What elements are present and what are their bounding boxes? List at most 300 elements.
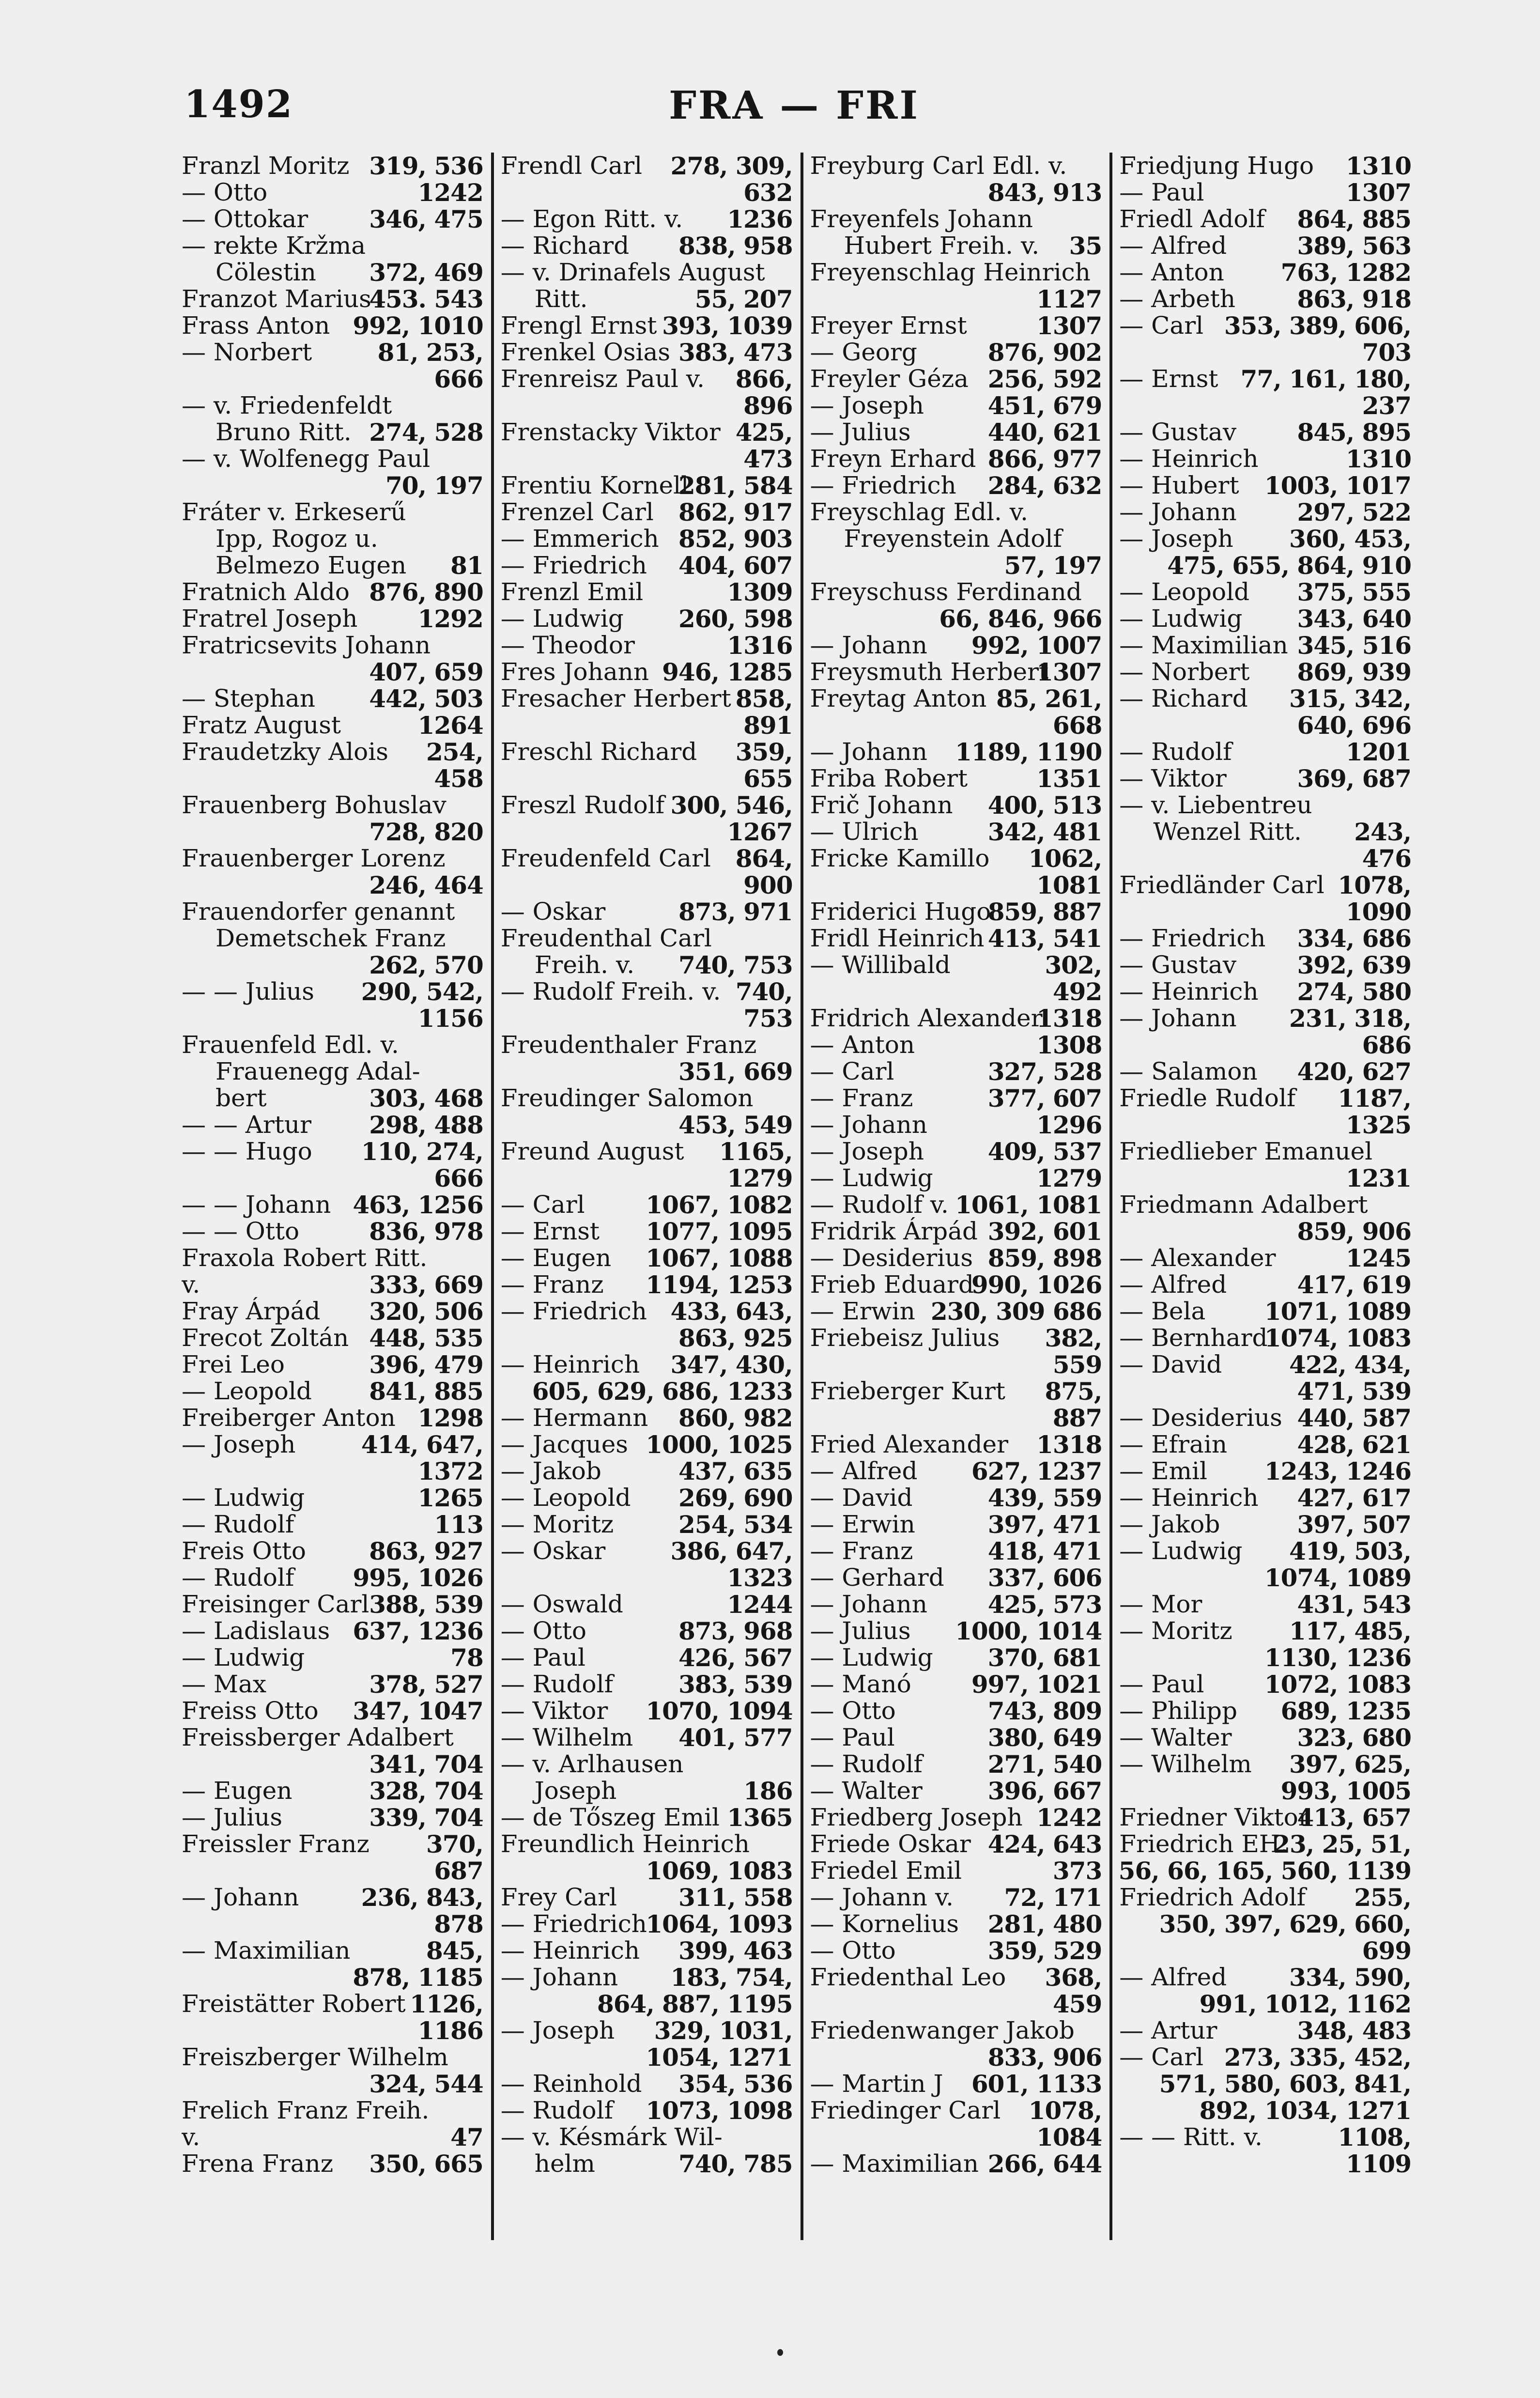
index-entry-line [1119, 1325, 1411, 1351]
index-entry-line [182, 1724, 483, 1751]
index-entry-line [810, 1378, 1102, 1405]
entry-name: — Anton [1119, 258, 1224, 286]
entry-page-refs: 864, 885 [1297, 205, 1411, 233]
entry-name: — Oskar [500, 897, 606, 926]
entry-page-refs: 333, 669 [369, 1270, 483, 1299]
entry-page-refs: 342, 481 [987, 818, 1102, 846]
entry-name: Friderici Hugo [810, 897, 991, 926]
index-entry-line [182, 472, 483, 499]
index-entry-line [182, 952, 483, 978]
entry-name: — Ludwig [500, 604, 624, 633]
index-entry-line [501, 1804, 793, 1831]
index-entry-line [810, 1937, 1102, 1964]
entry-name: — v. Arlhausen [500, 1750, 684, 1778]
index-entry-line [810, 392, 1102, 419]
index-entry-line [501, 685, 793, 712]
entry-page-refs: 397, 471 [987, 1510, 1102, 1539]
index-entry-line [501, 1644, 793, 1671]
entry-page-refs: 255, [1354, 1883, 1411, 1912]
entry-name: Frič Johann [810, 791, 953, 819]
index-entry-line [810, 526, 1102, 552]
entry-name: — Erwin [810, 1297, 915, 1325]
entry-name: — v. Liebentreu [1119, 791, 1312, 819]
entry-page-refs: 442, 503 [369, 684, 483, 713]
index-entry-line [182, 1538, 483, 1564]
entry-page-refs: 473 [743, 445, 793, 473]
entry-page-refs: 231, 318, [1289, 1004, 1411, 1033]
entry-name: Joseph [534, 1777, 617, 1805]
entry-page-refs: 348, 483 [1297, 2016, 1411, 2045]
index-entry-line [1119, 1245, 1411, 1271]
entry-name: — Johann [1119, 498, 1237, 526]
index-entry-line [182, 259, 483, 286]
index-entry-line [1119, 232, 1411, 259]
entry-name: Freyn Erhard [810, 445, 976, 473]
entry-name: Frieberger Kurt [810, 1377, 1006, 1405]
entry-name: — Willibald [810, 951, 951, 979]
index-entry-line [1119, 1911, 1411, 1937]
entry-page-refs: 1298 [417, 1404, 483, 1432]
entry-page-refs: 866, 977 [987, 445, 1102, 473]
entry-name: — Ludwig [182, 1643, 305, 1671]
entry-name: — Jacques [500, 1430, 628, 1458]
index-entry-line [501, 792, 793, 819]
entry-name: — Bernhard [1119, 1324, 1268, 1352]
index-entry-line [182, 552, 483, 579]
entry-name: — Desiderius [810, 1244, 973, 1272]
entry-name: — Julius [810, 418, 911, 446]
entry-page-refs: 887 [1052, 1404, 1102, 1432]
entry-name: Freyler Géza [810, 365, 969, 393]
index-entry-line [1119, 898, 1411, 925]
index-entry-line [182, 1005, 483, 1032]
index-entry-line [501, 1378, 793, 1405]
index-entry-line [501, 1431, 793, 1458]
entry-name: — rekte Kržma [182, 232, 366, 260]
index-entry-line [1119, 1804, 1411, 1831]
index-entry-line [182, 845, 483, 872]
index-entry-line [1119, 2150, 1411, 2177]
index-entry-line [1119, 499, 1411, 526]
index-entry-line [1119, 286, 1411, 312]
entry-page-refs: 1156 [417, 1004, 483, 1033]
index-entry-line [501, 1857, 793, 1884]
index-entry-line [182, 1911, 483, 1937]
entry-name: — Friedrich [500, 1297, 647, 1325]
entry-name: — Moritz [500, 1510, 614, 1538]
index-entry-line [501, 1218, 793, 1245]
entry-name: — Joseph [500, 2016, 615, 2044]
entry-page-refs: 389, 563 [1297, 232, 1411, 260]
index-entry-line [182, 1698, 483, 1724]
entry-page-refs: 281, 584 [678, 471, 793, 500]
entry-name: — Egon Ritt. v. [500, 205, 683, 233]
index-entry-line [1119, 153, 1411, 179]
entry-name: — Paul [810, 1723, 895, 1751]
index-entry-line [1119, 366, 1411, 392]
entry-page-refs: 290, 542, [361, 977, 483, 1006]
index-entry-line [810, 898, 1102, 925]
entry-page-refs: 1292 [417, 604, 483, 633]
entry-name: — Walter [1119, 1723, 1232, 1751]
index-entry-line [501, 819, 793, 845]
entry-name: — Heinrich [1119, 977, 1259, 1006]
entry-name: — Theodor [500, 631, 635, 659]
index-entry-line [810, 1431, 1102, 1458]
index-column-1 [182, 153, 491, 2240]
entry-name: — Friedrich [810, 471, 956, 499]
entry-page-refs: 740, 753 [678, 951, 793, 979]
index-entry-line [1119, 1884, 1411, 1911]
index-entry-line [182, 1804, 483, 1831]
entry-page-refs: 637, 1236 [353, 1617, 483, 1645]
index-entry-line [501, 286, 793, 312]
entry-page-refs: 875, [1045, 1377, 1102, 1406]
entry-page-refs: 370, 681 [987, 1643, 1102, 1672]
index-entry-line [1119, 1831, 1411, 1857]
entry-name: — Ulrich [810, 818, 919, 846]
index-entry-line [501, 526, 793, 552]
index-entry-line [501, 1271, 793, 1298]
entry-page-refs: 254, 534 [678, 1510, 793, 1539]
entry-page-refs: 72, 171 [1004, 1883, 1102, 1912]
entry-page-refs: 350, 665 [369, 2150, 483, 2178]
entry-page-refs: 70, 197 [385, 471, 483, 500]
entry-name: — Franz [810, 1537, 913, 1565]
index-entry-line [182, 1485, 483, 1511]
entry-page-refs: 315, 342, [1289, 684, 1411, 713]
index-entry-line [501, 1671, 793, 1698]
index-entry-line [182, 739, 483, 765]
entry-name: v. [182, 2123, 200, 2151]
entry-name: Frengl Ernst [500, 311, 657, 340]
entry-name: — Viktor [1119, 764, 1227, 792]
entry-name: — Rudolf [1119, 738, 1232, 766]
entry-page-refs: 1130, 1236 [1264, 1643, 1411, 1672]
entry-name: Fried Alexander [810, 1430, 1008, 1458]
index-entry-line [1119, 1591, 1411, 1618]
entry-name: Frelich Franz Freih. [182, 2096, 430, 2124]
entry-name: — Carl [1119, 2043, 1204, 2071]
entry-page-refs: 1069, 1083 [646, 1857, 793, 1885]
entry-page-refs: 302, [1045, 951, 1102, 979]
entry-page-refs: 386, 647, [670, 1537, 793, 1565]
entry-name: — Joseph [810, 1137, 924, 1165]
entry-page-refs: 1245 [1345, 1244, 1411, 1272]
index-entry-line [1119, 925, 1411, 952]
entry-name: — Salamon [1119, 1057, 1258, 1085]
entry-name: Freudenfeld Carl [500, 844, 711, 872]
index-entry-line [182, 579, 483, 605]
index-entry-line [810, 1884, 1102, 1911]
index-entry-line [1119, 2071, 1411, 2097]
index-entry-line [182, 659, 483, 685]
index-entry-line [501, 2017, 793, 2044]
entry-name: Friedrich EH. [1119, 1830, 1288, 1858]
entry-page-refs: 56, 66, 165, 560, 1139 [1118, 1857, 1411, 1885]
entry-name: — Maximilian [810, 2150, 979, 2178]
index-entry-line [810, 1751, 1102, 1778]
entry-page-refs: 876, 890 [369, 578, 483, 606]
index-entry-line [810, 153, 1102, 179]
index-entry-line [182, 1245, 483, 1271]
entry-name: — v. Késmárk Wil- [500, 2123, 723, 2151]
index-entry-line [810, 925, 1102, 952]
entry-page-refs: 1070, 1094 [646, 1697, 793, 1725]
entry-name: Friedle Rudolf [1119, 1084, 1296, 1112]
entry-page-refs: 1308 [1036, 1031, 1102, 1059]
entry-page-refs: 991, 1012, 1162 [1199, 1990, 1411, 2018]
entry-page-refs: 407, 659 [369, 658, 483, 686]
index-entry-line [810, 792, 1102, 819]
index-entry-line [810, 605, 1102, 632]
index-entry-line [1119, 1271, 1411, 1298]
entry-page-refs: 1109 [1345, 2150, 1411, 2178]
entry-name: Freundlich Heinrich [500, 1830, 750, 1858]
entry-name: — Stephan [182, 684, 316, 712]
entry-name: — Erwin [810, 1510, 915, 1538]
index-entry-line [501, 366, 793, 392]
index-entry-line [1119, 1298, 1411, 1325]
entry-page-refs: 1310 [1345, 445, 1411, 473]
entry-page-refs: 437, 635 [678, 1457, 793, 1485]
index-entry-line [501, 712, 793, 739]
entry-name: — Mor [1119, 1590, 1202, 1618]
entry-name: — Julius [182, 1803, 282, 1831]
index-entry-line [182, 2097, 483, 2124]
entry-name: Freudenthal Carl [500, 924, 712, 952]
entry-page-refs: 440, 587 [1297, 1404, 1411, 1432]
entry-page-refs: 1187, [1338, 1084, 1411, 1113]
index-entry-line [182, 2150, 483, 2177]
entry-page-refs: 298, 488 [369, 1111, 483, 1139]
entry-page-refs: 891 [743, 711, 793, 740]
index-entry-line [501, 419, 793, 446]
index-entry-line [501, 1085, 793, 1112]
entry-page-refs: 1186 [417, 2016, 483, 2045]
index-entry-line [501, 259, 793, 286]
entry-name: — Joseph [182, 1430, 296, 1458]
index-entry-line [810, 1591, 1102, 1618]
index-entry-line [1119, 1991, 1411, 2017]
entry-page-refs: 359, 529 [987, 1936, 1102, 1965]
index-entry-line [810, 1271, 1102, 1298]
entry-page-refs: 845, 895 [1297, 418, 1411, 447]
index-entry-line [810, 1245, 1102, 1271]
entry-page-refs: 873, 968 [678, 1617, 793, 1645]
entry-page-refs: 380, 649 [987, 1723, 1102, 1752]
index-entry-line [182, 2044, 483, 2071]
index-entry-line [1119, 392, 1411, 419]
index-entry-line [182, 526, 483, 552]
index-entry-line [182, 1165, 483, 1191]
entry-name: Ipp, Rogoz u. [216, 525, 378, 553]
entry-page-refs: 1074, 1089 [1264, 1563, 1411, 1592]
entry-page-refs: 859, 887 [987, 897, 1102, 926]
index-entry-line [182, 1458, 483, 1485]
entry-name: Frey Carl [500, 1883, 617, 1911]
entry-page-refs: 368, [1045, 1963, 1102, 1992]
entry-name: — Gustav [1119, 951, 1237, 979]
entry-name: Freund August [500, 1137, 684, 1165]
entry-page-refs: 666 [434, 365, 483, 393]
index-entry-line [182, 1618, 483, 1644]
index-entry-line [182, 1378, 483, 1405]
entry-name: — Alfred [1119, 1963, 1227, 1991]
entry-name: Bruno Ritt. [216, 418, 352, 446]
index-entry-line [182, 1591, 483, 1618]
entry-page-refs: 475, 655, 864, 910 [1167, 551, 1411, 580]
index-entry-line [182, 685, 483, 712]
index-entry-line [810, 739, 1102, 765]
index-entry-line [501, 1165, 793, 1191]
entry-name: Friedenthal Leo [810, 1963, 1006, 1991]
entry-name: Fraxola Robert Ritt. [182, 1244, 428, 1272]
entry-page-refs: 327, 528 [987, 1057, 1102, 1086]
entry-name: Frauenberger Lorenz [182, 844, 446, 872]
entry-name: Freistätter Robert [182, 1990, 406, 2018]
index-entry-line [810, 1405, 1102, 1431]
entry-page-refs: 440, 621 [987, 418, 1102, 447]
entry-page-refs: 1296 [1036, 1111, 1102, 1139]
entry-name: — Alfred [1119, 232, 1227, 260]
index-entry-line [501, 1058, 793, 1085]
entry-name: Frauendorfer genannt [182, 897, 455, 926]
index-entry-line [501, 1937, 793, 1964]
entry-page-refs: 892, 1034, 1271 [1199, 2096, 1411, 2125]
entry-page-refs: 836, 978 [369, 1217, 483, 1246]
entry-name: — Walter [810, 1777, 923, 1805]
index-entry-line [1119, 1218, 1411, 1245]
entry-name: — Maximilian [182, 1936, 351, 1965]
entry-page-refs: 424, 643 [987, 1830, 1102, 1858]
entry-page-refs: 686 [1362, 1031, 1411, 1059]
entry-page-refs: 396, 479 [369, 1350, 483, 1379]
entry-page-refs: 1077, 1095 [646, 1217, 793, 1246]
index-entry-line [501, 632, 793, 659]
index-entry-line [182, 1564, 483, 1591]
entry-page-refs: 1062, [1028, 844, 1102, 873]
index-entry-line [182, 232, 483, 259]
entry-page-refs: 1194, 1253 [646, 1270, 793, 1299]
entry-page-refs: 1078, [1338, 871, 1411, 899]
index-entry-line [810, 499, 1102, 526]
entry-page-refs: 382, [1045, 1324, 1102, 1352]
entry-name: — v. Wolfenegg Paul [182, 445, 431, 473]
index-entry-line [1119, 739, 1411, 765]
entry-name: — Arbeth [1119, 285, 1236, 313]
index-entry-line [810, 1991, 1102, 2017]
entry-name: Frauenfeld Edl. v. [182, 1031, 399, 1059]
entry-name: Friedberg Joseph [810, 1803, 1023, 1831]
entry-name: Frenzl Emil [500, 578, 644, 606]
entry-name: — Oswald [500, 1590, 623, 1618]
entry-name: Freyschlag Edl. v. [810, 498, 1028, 526]
index-entry-line [810, 312, 1102, 339]
entry-page-refs: 373 [1052, 1857, 1102, 1885]
entry-name: Freszl Rudolf [500, 791, 665, 819]
index-entry-line [1119, 765, 1411, 792]
entry-name: — Norbert [1119, 658, 1250, 686]
index-entry-line [810, 1351, 1102, 1378]
entry-name: — v. Drinafels August [500, 258, 765, 286]
index-entry-line [501, 446, 793, 472]
entry-page-refs: 1325 [1345, 1111, 1411, 1139]
entry-page-refs: 559 [1052, 1350, 1102, 1379]
entry-name: — Hubert [1119, 471, 1239, 499]
entry-page-refs: 448, 535 [369, 1324, 483, 1352]
index-entry-line [1119, 1431, 1411, 1458]
entry-name: — Heinrich [1119, 445, 1259, 473]
entry-page-refs: 246, 464 [369, 871, 483, 899]
entry-page-refs: 640, 696 [1297, 711, 1411, 740]
entry-page-refs: 346, 475 [369, 205, 483, 233]
entry-page-refs: 1372 [417, 1457, 483, 1485]
index-entry-line [182, 792, 483, 819]
index-entry-line [810, 1564, 1102, 1591]
index-column-4 [1109, 153, 1419, 2240]
index-entry-line [501, 472, 793, 499]
index-entry-line [1119, 446, 1411, 472]
entry-page-refs: 1279 [1036, 1164, 1102, 1192]
index-entry-line [501, 206, 793, 232]
entry-page-refs: 862, 917 [678, 498, 793, 526]
entry-page-refs: 689, 1235 [1280, 1697, 1411, 1725]
index-entry-line [810, 419, 1102, 446]
index-entry-line [501, 552, 793, 579]
index-entry-line [810, 659, 1102, 685]
index-entry-line [501, 1698, 793, 1724]
entry-page-refs: 425, [735, 418, 793, 447]
entry-name: — Efrain [1119, 1430, 1228, 1458]
index-entry-line [501, 179, 793, 206]
index-entry-line [501, 1032, 793, 1058]
index-column-3 [801, 153, 1110, 2240]
entry-page-refs: 237 [1362, 391, 1411, 420]
index-entry-line [810, 1778, 1102, 1804]
entry-page-refs: 852, 903 [678, 525, 793, 553]
entry-page-refs: 476 [1362, 844, 1411, 873]
entry-name: Freudinger Salomon [500, 1084, 754, 1112]
entry-page-refs: 1127 [1036, 285, 1102, 313]
index-entry-line [182, 1831, 483, 1857]
entry-name: Freudenthaler Franz [500, 1031, 757, 1059]
index-entry-line [1119, 1485, 1411, 1511]
entry-name: — Alexander [1119, 1244, 1276, 1272]
entry-page-refs: 878 [434, 1910, 483, 1938]
index-entry-line [182, 392, 483, 419]
index-entry-line [810, 446, 1102, 472]
index-entry-line [182, 978, 483, 1005]
entry-name: Freyenschlag Heinrich [810, 258, 1091, 286]
entry-page-refs: 743, 809 [987, 1697, 1102, 1725]
entry-page-refs: 417, 619 [1297, 1270, 1411, 1299]
index-entry-line [810, 1165, 1102, 1191]
entry-page-refs: 273, 335, 452, [1224, 2043, 1411, 2072]
index-entry-line [501, 765, 793, 792]
index-entry-line [810, 2071, 1102, 2097]
entry-name: — Richard [1119, 684, 1248, 712]
entry-name: — Carl [810, 1057, 894, 1085]
index-entry-line [501, 1724, 793, 1751]
entry-name: — Desiderius [1119, 1404, 1282, 1432]
entry-page-refs: 841, 885 [369, 1377, 483, 1406]
entry-page-refs: 271, 540 [987, 1750, 1102, 1779]
index-entry-line [810, 206, 1102, 232]
index-entry-line [1119, 206, 1411, 232]
entry-page-refs: 666 [434, 1164, 483, 1192]
entry-name: Friedländer Carl [1119, 871, 1324, 899]
